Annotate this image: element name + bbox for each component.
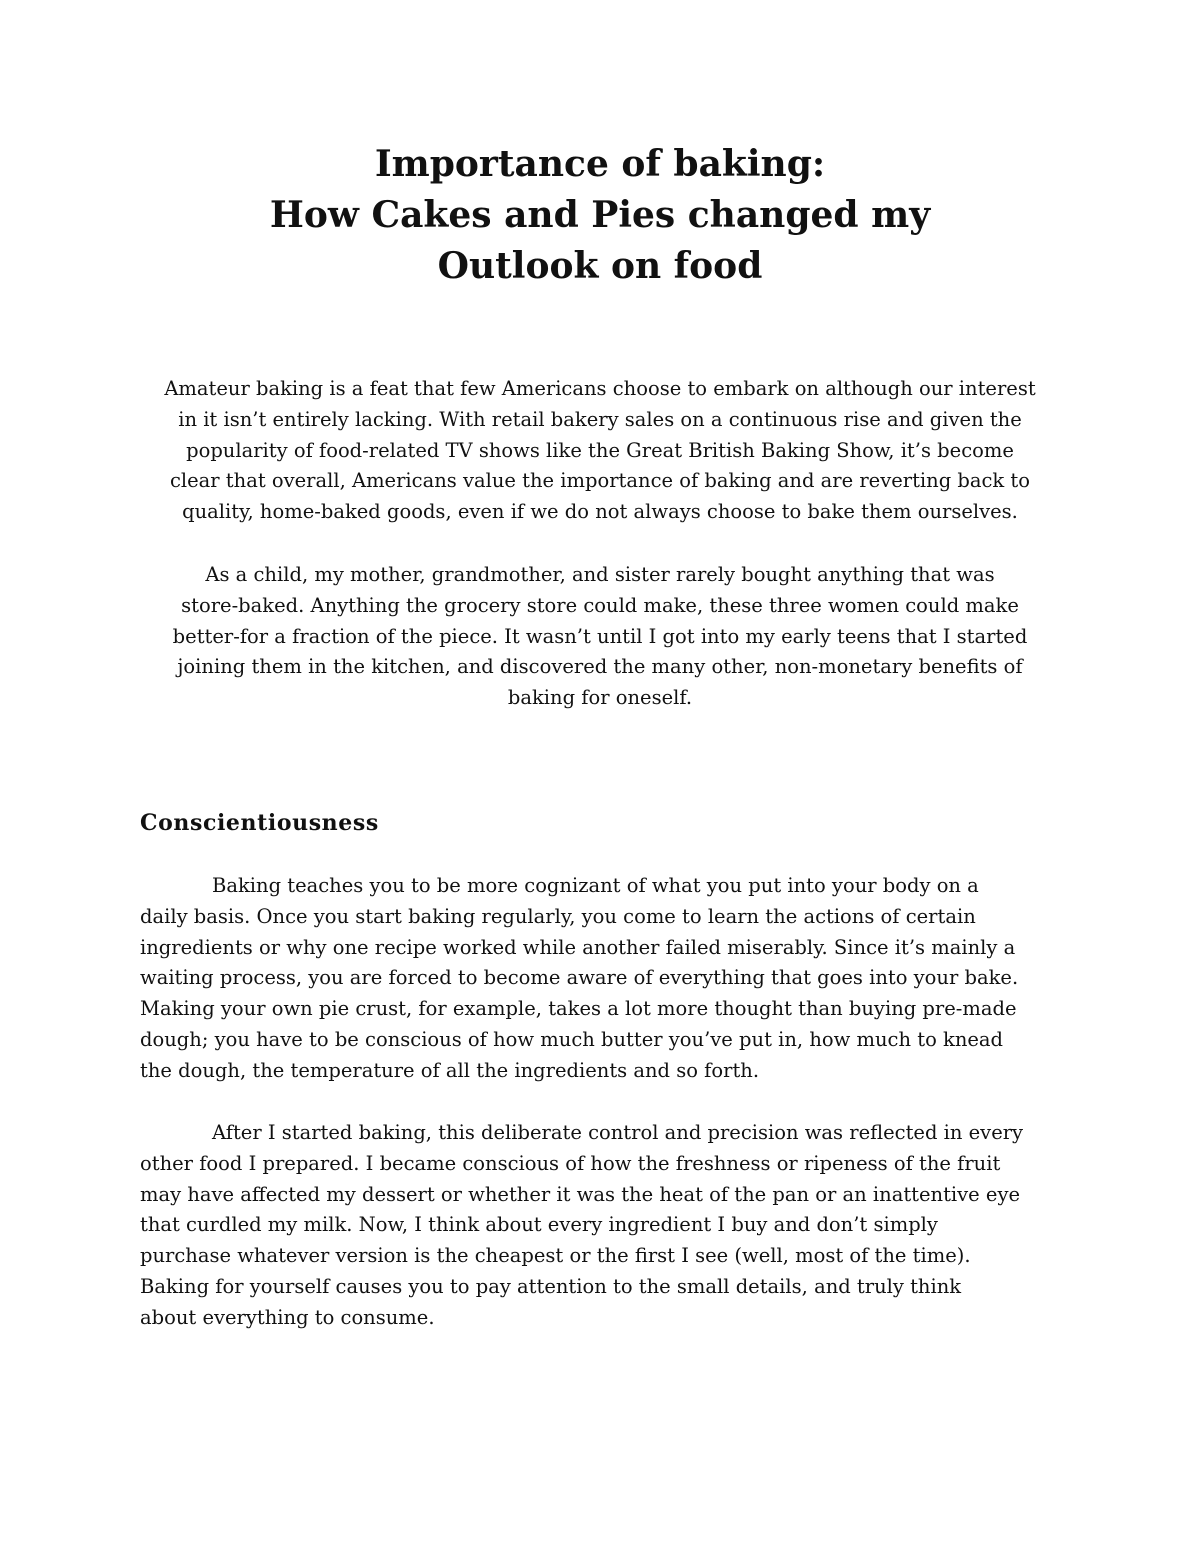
text-line: better-for a fraction of the piece. It wasn’t until I got into my early teens that I started [172,624,1028,648]
text-line: dough; you have to be conscious of how much butter you’ve put in, how much to knead [140,1027,1004,1051]
text-line: As a child, my mother, grandmother, and sister rarely bought anything that was [205,563,995,586]
text-line: Baking teaches you to be more cognizant of what you put into your body on a [212,874,979,897]
text-line: Baking for yourself causes you to pay attention to the small details, and truly think [140,1274,962,1298]
text-line: purchase whatever version is the cheapest or the first I see (well, most of the time). [140,1244,971,1268]
text-line: quality, home-baked goods, even if we do not always choose to bake them ourselves. [182,500,1018,524]
text-line: may have affected my dessert or whether it was the heat of the pan or an inattentive eye [140,1182,1021,1206]
text-line: baking for oneself. [507,686,693,710]
title-line: Importance of baking: [374,143,826,185]
title-line: How Cakes and Pies changed my [269,194,931,236]
text-line: joining them in the kitchen, and discovered the many other, non-monetary benefits of [177,655,1023,679]
text-line: that curdled my milk. Now, I think about every ingredient I buy and don’t simply [140,1213,938,1237]
text-line: in it isn’t entirely lacking. With retail bakery sales on a continuous rise and given the [178,407,1022,431]
text-line: After I started baking, this deliberate control and precision was reflected in every [212,1121,1024,1144]
text-line: about everything to consume. [140,1305,435,1329]
text-line: daily basis. Once you start baking regularly, you come to learn the actions of certain [140,904,976,928]
body-paragraph [140,871,1060,1087]
section-heading: Conscientiousness [140,810,379,836]
document-title [140,139,1060,292]
text-line: clear that overall, Americans value the importance of baking and are reverting back to [169,469,1031,493]
text-line: ingredients or why one recipe worked while another failed miserably. Since it’s mainly a [140,935,1016,959]
text-line: popularity of food-related TV shows like the Great British Baking Show, it’s become [186,438,1014,462]
text-line: waiting process, you are forced to become aware of everything that goes into your bake. [140,966,1019,990]
text-line: the dough, the temperature of all the ingredients and so forth. [140,1058,760,1082]
text-line: Amateur baking is a feat that few Americans choose to embark on although our interest [164,377,1036,400]
intro-paragraph [140,560,1060,714]
text-line: Making your own pie crust, for example, takes a lot more thought than buying pre-made [140,997,1017,1021]
body-paragraph [140,1118,1060,1334]
intro-paragraph [140,374,1060,528]
title-line: Outlook on food [437,245,763,287]
text-line: store-baked. Anything the grocery store could make, these three women could make [181,593,1019,617]
text-line: other food I prepared. I became conscious of how the freshness or ripeness of the fruit [140,1151,1001,1175]
